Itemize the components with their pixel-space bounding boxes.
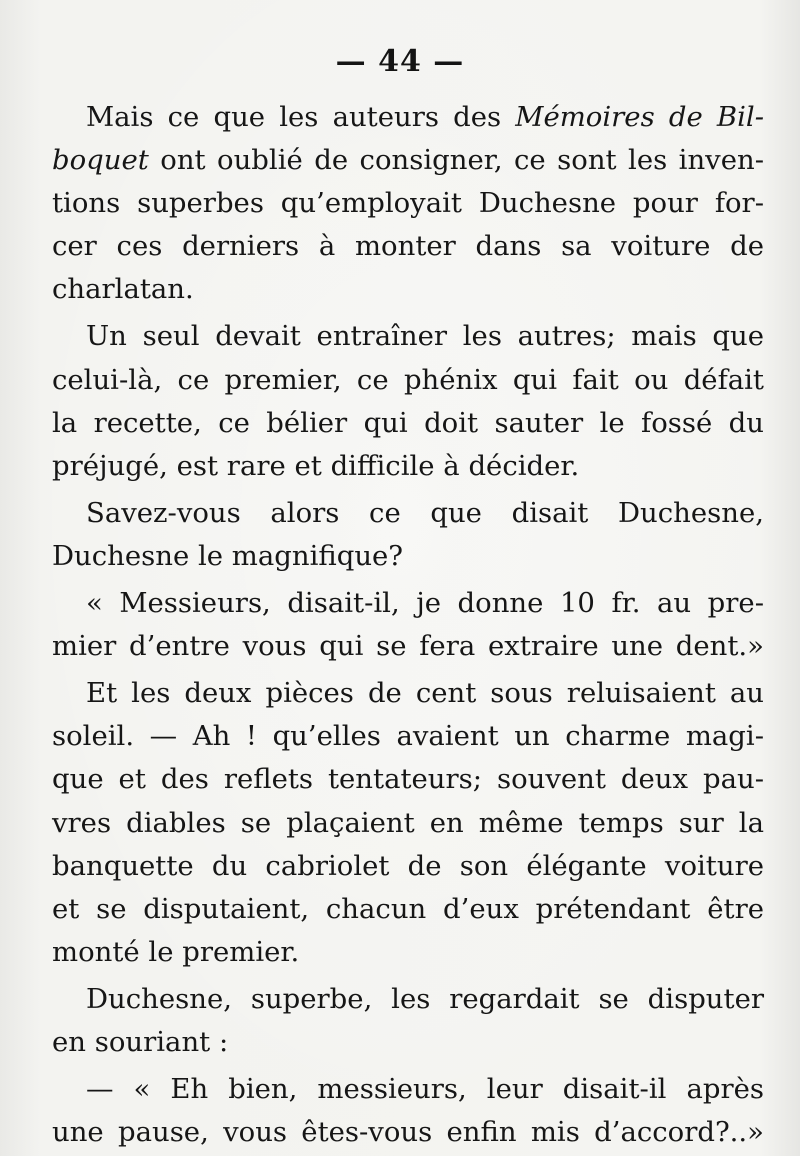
text-line: Mais ce que les auteurs des Mémoires de Bil- <box>86 101 764 133</box>
text-line: Un seul devait entraîner les autres; mais que <box>86 320 764 353</box>
text-line: et se disputaient, chacun d’eux prétendant être <box>52 892 764 925</box>
text-line: tions superbes qu’employait Duchesne pour for- <box>52 187 764 220</box>
text-line: boquet ont oublié de consigner, ce sont les inven- <box>52 144 764 177</box>
text-line: charlatan. <box>52 273 194 306</box>
text-line: monté le premier. <box>52 935 300 968</box>
book-title-italic: Mémoires de Bil- <box>515 101 764 133</box>
body-text <box>52 96 764 1154</box>
text-line: banquette du cabriolet de son élégante voiture <box>52 849 764 882</box>
text-line: Duchesne le magnifique? <box>52 539 404 572</box>
text-line: en souriant : <box>52 1025 229 1058</box>
text-line: vres diables se plaçaient en même temps sur la <box>52 806 764 839</box>
text-line: Duchesne, superbe, les regardait se disputer <box>86 982 764 1015</box>
page-number: — 44 — <box>335 44 465 79</box>
text-line: que et des reflets tentateurs; souvent deux pau- <box>52 763 764 796</box>
text-line: une pause, vous êtes-vous enfin mis d’accord?..» <box>52 1116 764 1149</box>
text-line: Et les deux pièces de cent sous reluisaient au <box>86 677 764 710</box>
text-line: préjugé, est rare et difficile à décider. <box>52 449 580 482</box>
text-line: la recette, ce bélier qui doit sauter le fossé du <box>52 406 764 439</box>
book-title-italic: boquet <box>52 144 149 177</box>
text-line: Savez-vous alors ce que disait Duchesne, <box>86 496 764 529</box>
text-line: mier d’entre vous qui se fera extraire une dent.» <box>52 630 764 663</box>
text-line: « Messieurs, disait-il, je donne 10 fr. au pre- <box>86 587 764 620</box>
text-line: cer ces derniers à monter dans sa voiture de <box>52 230 764 263</box>
text-line: celui-là, ce premier, ce phénix qui fait ou défait <box>52 363 764 396</box>
text-line: — « Eh bien, messieurs, leur disait-il après <box>86 1073 764 1106</box>
text-line: soleil. — Ah ! qu’elles avaient un charme magi- <box>52 720 764 753</box>
